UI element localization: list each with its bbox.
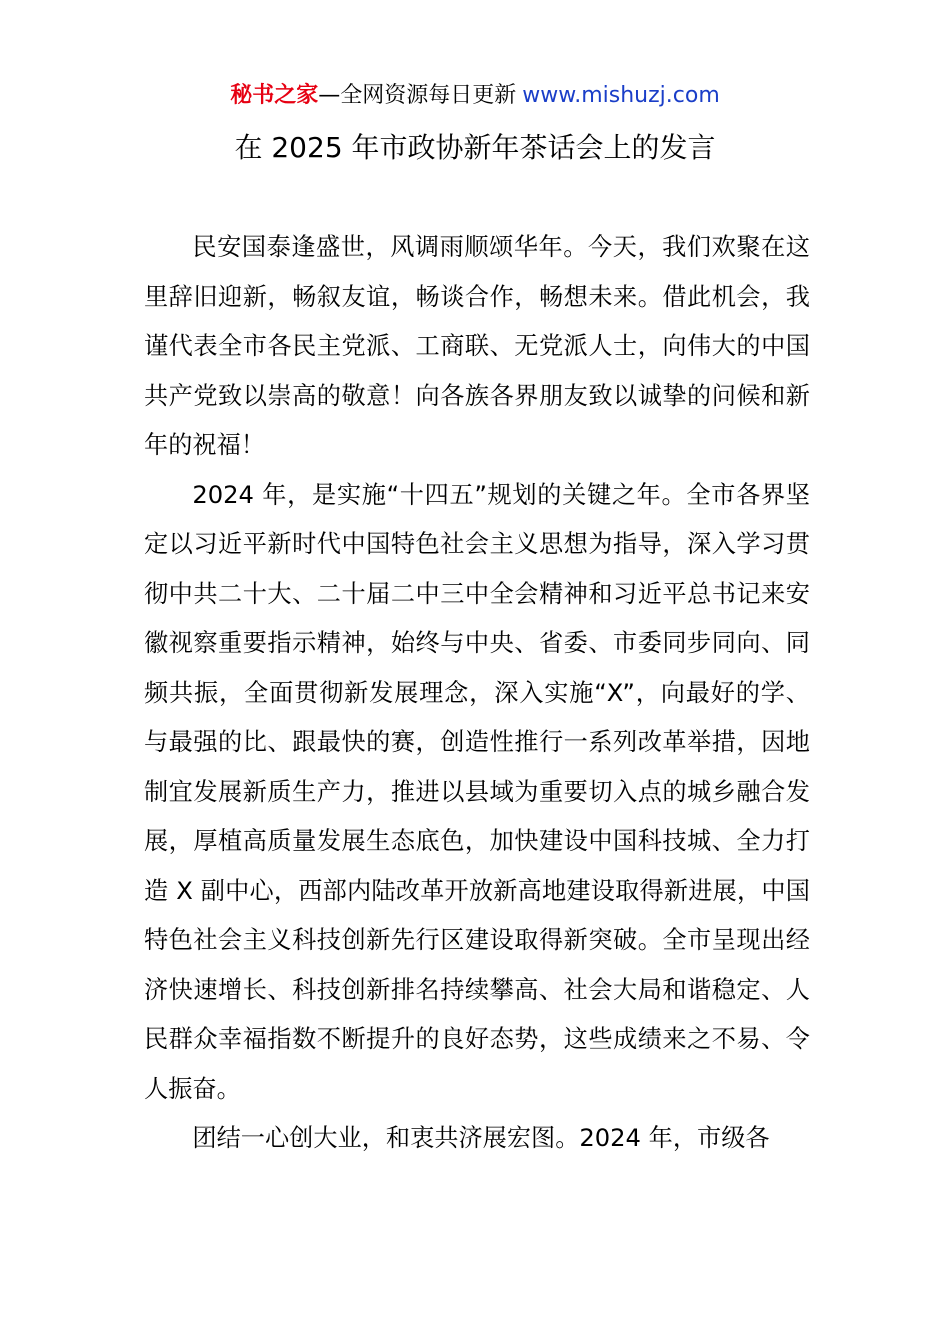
site-name: 秘书之家 xyxy=(230,83,319,108)
site-header xyxy=(0,80,950,112)
paragraph-1: 民安国泰逢盛世，风调雨顺颂华年。今天，我们欢聚在这里辞旧迎新，畅叙友谊，畅谈合作，畅想未来。借此机会，我谨代表全市各民主党派、工商联、无党派人士，向伟大的中国共产党致以崇高的敬意！向各族各界朋友致以诚挚的问候和新年的祝福！ xyxy=(144,233,810,459)
paragraph-3: 团结一心创大业，和衷共济展宏图。2024 年，市级各 xyxy=(192,1124,770,1152)
paragraph-2: 2024 年，是实施“十四五”规划的关键之年。全市各界坚定以习近平新时代中国特色社会主义思想为指导，深入学习贯彻中共二十大、二十届二中三中全会精神和习近平总书记来安徽视察重要指示精神，始终与中央、省委、市委同步同向、同频共振，全面贯彻新发展理念，深入实施“X”，向最好的学、与最强的比、跟最快的赛，创造性推行一系列改革举措，因地制宜发展新质生产力，推进以县域为重要切入点的城乡融合发展，厚植高质量发展生态底色，加快建设中国科技城、全力打造 X 副中心，西部内陆改革开放新高地建设取得新进展，中国特色社会主义科技创新先行区建设取得新突破。全市呈现出经济快速增长、科技创新排名持续攀高、社会大局和谐稳定、人民群众幸福指数不断提升的良好态势，这些成绩来之不易、令人振奋。 xyxy=(144,480,810,1103)
document-body xyxy=(144,223,810,1164)
site-url-link[interactable]: www.mishuzj.com xyxy=(522,83,720,108)
site-tagline: —全网资源每日更新 xyxy=(318,83,517,108)
document-title: 在 2025 年市政协新年茶话会上的发言 xyxy=(234,131,716,164)
